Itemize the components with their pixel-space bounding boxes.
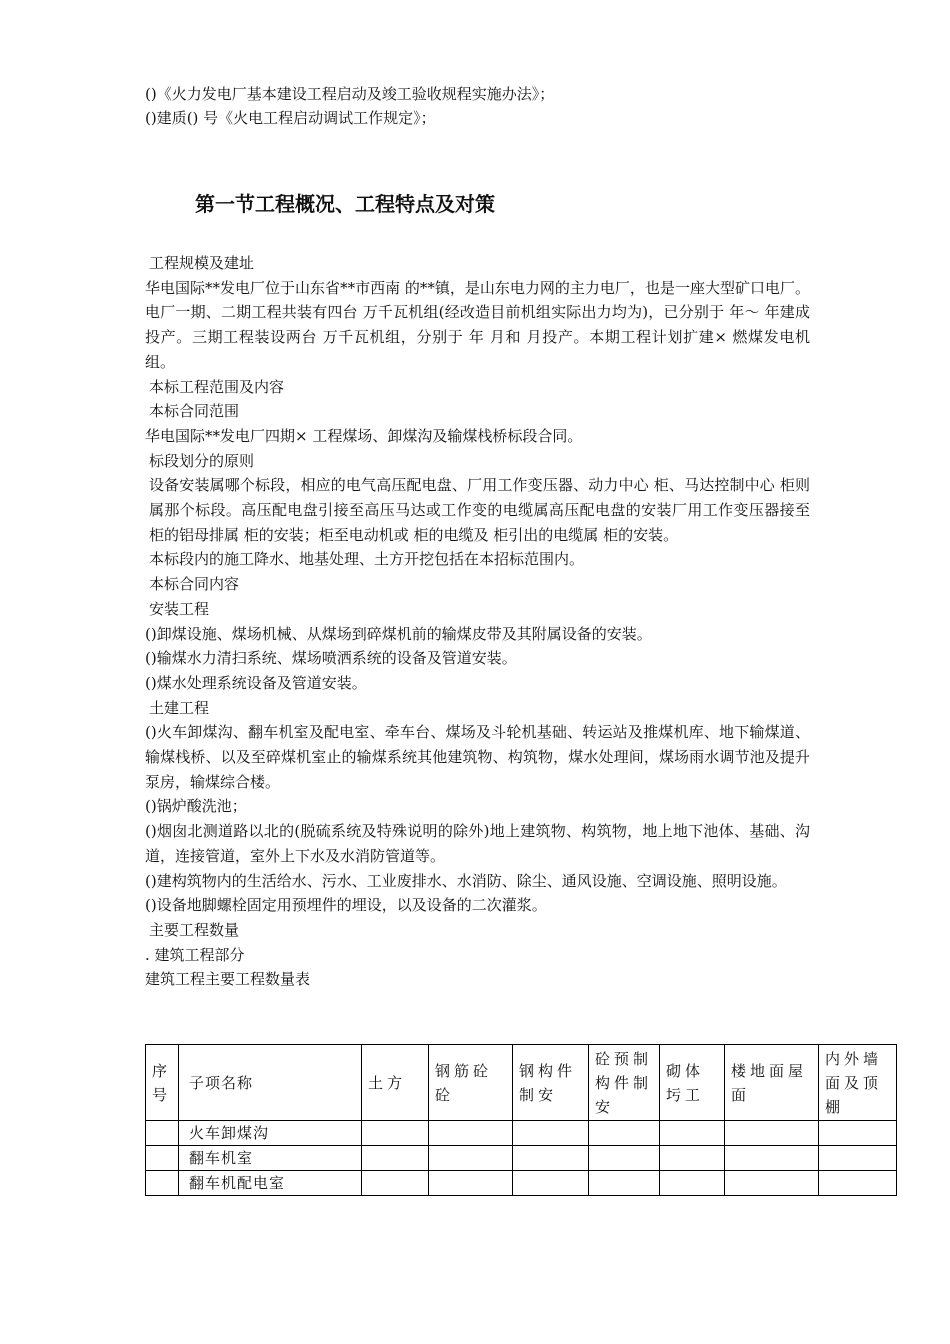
header-earthwork: 土方 [362, 1045, 429, 1121]
cell [819, 1146, 897, 1171]
cell [362, 1121, 429, 1146]
cell [429, 1146, 513, 1171]
cell [362, 1146, 429, 1171]
cell-item-name: 翻车机配电室 [179, 1171, 362, 1196]
cell [429, 1171, 513, 1196]
cell [725, 1146, 819, 1171]
reference-line-2: ()建质() 号《火电工程启动调试工作规定》； [145, 109, 436, 127]
body-paragraph: 建筑工程主要工程数量表 [145, 970, 311, 989]
body-paragraph: ()煤水处理系统设备及管道安装。 [145, 673, 367, 692]
header-precast: 砼预制构件制安 [589, 1045, 660, 1121]
cell [589, 1121, 660, 1146]
table-row [146, 1171, 897, 1196]
cell-seq [146, 1121, 179, 1146]
body-paragraph: ()卸煤设施、煤场机械、从煤场到碎煤机前的输煤皮带及其附属设备的安装。 [145, 624, 652, 643]
body-paragraph: ()锅炉酸洗池； [145, 797, 247, 816]
body-paragraph: 本标工程范围及内容 [149, 377, 285, 396]
cell [589, 1146, 660, 1171]
body-paragraph: 本标合同内容 [149, 575, 240, 594]
body-paragraph: ()火车卸煤沟、翻车机室及配电室、牵车台、煤场及斗轮机基础、转运站及推煤机库、地下输煤道、输煤栈桥、以及至碎煤机室止的输煤系统其他建筑物、构筑物，煤水处理间，煤场雨水调节池及提升泵房，输煤综合楼。 [145, 723, 810, 791]
cell [362, 1171, 429, 1196]
body-paragraph: 本标合同范围 [149, 402, 240, 421]
header-item-name: 子项名称 [179, 1045, 362, 1121]
cell [513, 1171, 589, 1196]
cell [660, 1121, 725, 1146]
cell [725, 1121, 819, 1146]
cell [513, 1121, 589, 1146]
section-title: 第一节工程概况、工程特点及对策 [195, 192, 495, 216]
header-rc-concrete: 钢筋砼砼 [429, 1045, 513, 1121]
body-paragraph: 标段划分的原则 [149, 451, 255, 470]
cell [725, 1171, 819, 1196]
body-paragraph: ()输煤水力清扫系统、煤场喷洒系统的设备及管道安装。 [145, 649, 517, 668]
header-floor-roof: 楼地面屋面 [725, 1045, 819, 1121]
body-paragraph: ()设备地脚螺栓固定用预埋件的埋设，以及设备的二次灌浆。 [145, 896, 547, 915]
document-body [145, 251, 810, 992]
cell [819, 1121, 897, 1146]
cell-seq [146, 1171, 179, 1196]
body-paragraph: 本标段内的施工降水、地基处理、土方开挖包括在本招标范围内。 [149, 550, 585, 569]
quantity-table [145, 1044, 897, 1196]
header-masonry: 砌体圬工 [660, 1045, 725, 1121]
cell [513, 1146, 589, 1171]
cell [589, 1171, 660, 1196]
cell [819, 1171, 897, 1196]
table-header-row [146, 1045, 897, 1121]
cell [660, 1146, 725, 1171]
body-paragraph: 土建工程 [149, 698, 210, 717]
body-paragraph: 主要工程数量 [149, 920, 240, 939]
cell-seq [146, 1146, 179, 1171]
body-paragraph: 工程规模及建址 [149, 254, 255, 272]
header-seq: 序号 [146, 1045, 179, 1121]
header-walls-ceiling: 内外墙面及顶棚 [819, 1045, 897, 1121]
cell [429, 1121, 513, 1146]
body-paragraph: . 建筑工程部分 [145, 945, 245, 964]
body-paragraph: 华电国际**发电厂四期× 工程煤场、卸煤沟及输煤栈桥标段合同。 [145, 426, 583, 445]
table-row [146, 1121, 897, 1146]
body-paragraph: ()建构筑物内的生活给水、污水、工业废排水、水消防、除尘、通风设施、空调设施、照明设施。 [145, 871, 787, 890]
reference-line-1: ()《火力发电厂基本建设工程启动及竣工验收规程实施办法》； [145, 85, 555, 103]
cell [660, 1171, 725, 1196]
cell-item-name: 翻车机室 [179, 1146, 362, 1171]
body-paragraph: 安装工程 [149, 599, 210, 618]
body-paragraph: 华电国际**发电厂位于山东省**市西南 的**镇，是山东电力网的主力电厂，也是一座大型矿口电厂。电厂一期、二期工程共装有四台 万千瓦机组(经改造目前机组实际出力均为)，已分别于 年～ 年建成投产。三期工程装设两台 万千瓦机组，分别于 年 月和 月投产。本期工程计划扩建× 燃煤发电机组。 [145, 278, 810, 371]
table-row [146, 1146, 897, 1171]
body-paragraph: 设备安装属哪个标段，相应的电气高压配电盘、厂用工作变压器、动力中心 柜、马达控制中心 柜则属那个标段。高压配电盘引接至高压马达或工作变的电缆属高压配电盘的安装厂用工作变压器接至 柜的铝母排属 柜的安装；柜至电动机或 柜的电缆及 柜引出的电缆属 柜的安装。 [149, 476, 810, 544]
header-steel-structure: 钢构件制安 [513, 1045, 589, 1121]
cell-item-name: 火车卸煤沟 [179, 1121, 362, 1146]
body-paragraph: ()烟囱北测道路以北的(脱硫系统及特殊说明的除外)地上建筑物、构筑物，地上地下池体、基础、沟道，连接管道，室外上下水及水消防管道等。 [145, 822, 810, 865]
